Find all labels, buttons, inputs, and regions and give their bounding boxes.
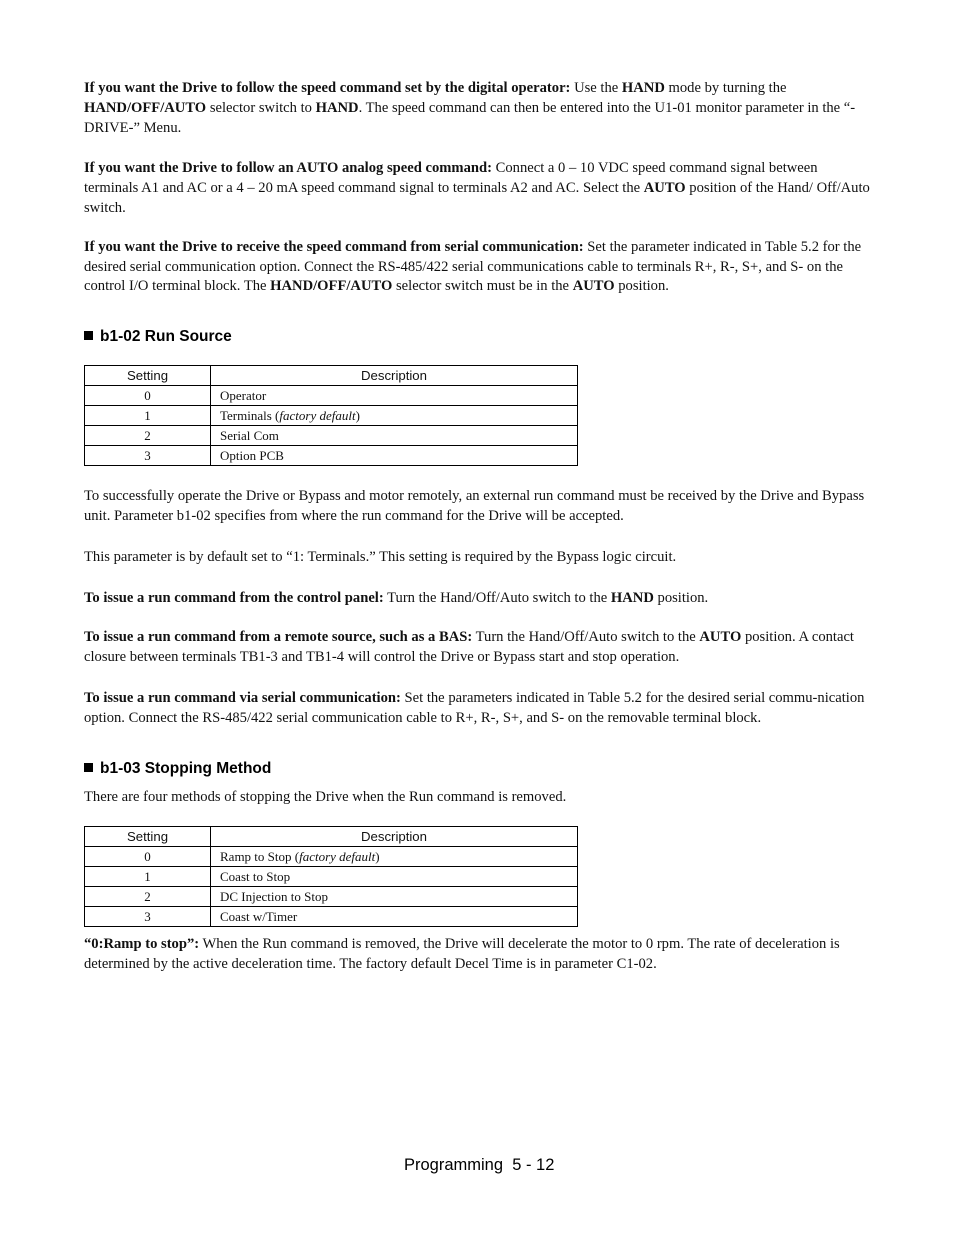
paragraph-remote-source: To issue a run command from a remote source, such as a BAS: Turn the Hand/Off/Auto switch to the AUTO position. A contact closure between terminals TB1-3 and TB1-4 will control the Drive or Bypass start and stop operation.: [84, 629, 854, 666]
paragraph-default-setting: This parameter is by default set to “1: Terminals.” This setting is required by the Bypass logic circuit.: [84, 548, 677, 565]
paragraph-digital-operator: If you want the Drive to follow the speed command set by the digital operator: Use the HAND mode by turning the HAND/OFF/AUTO selector switch to HAND. The speed command can then be entered into the U1-01 monitor parameter in the “-DRIVE-” Menu.: [84, 80, 856, 136]
paragraph-lead: “0:Ramp to stop”:: [84, 936, 200, 953]
bullet-square-icon: [84, 763, 93, 772]
paragraph-lead: To issue a run command from a remote source, such as a BAS:: [84, 629, 473, 646]
table-row: 3 Option PCB: [85, 446, 578, 466]
paragraph-auto-analog: If you want the Drive to follow an AUTO analog speed command: Connect a 0 – 10 VDC speed command signal between terminals A1 and AC or a 4 – 20 mA speed command signal to terminals A2 and AC. Select the AUTO position of the Hand/ Off/Auto switch.: [84, 160, 870, 216]
paragraph-lead: If you want the Drive to follow an AUTO analog speed command:: [84, 160, 492, 177]
paragraph-control-panel: To issue a run command from the control panel: Turn the Hand/Off/Auto switch to the HAND position.: [84, 589, 709, 606]
paragraph-lead: To issue a run command from the control panel:: [84, 589, 384, 606]
paragraph-ramp-to-stop: “0:Ramp to stop”: When the Run command is removed, the Drive will decelerate the motor to 0 rpm. The rate of deceleration is determined by the active deceleration time. The factory default Decel Time is in parameter C1-02.: [84, 936, 840, 973]
table-row: 3 Coast w/Timer: [85, 907, 578, 927]
paragraph-lead: To issue a run command via serial communication:: [84, 689, 401, 706]
table-header-row: [85, 366, 578, 386]
paragraph-serial-run-command: To issue a run command via serial communication: Set the parameters indicated in Table 5.2 for the desired serial commu-nication option. Connect the RS-485/422 serial communication cable to R+, R-, S+, and S- on the removable terminal block.: [84, 689, 865, 726]
table-row: 2 DC Injection to Stop: [85, 887, 578, 907]
table-row: 1 Coast to Stop: [85, 867, 578, 887]
run-source-table: [84, 365, 578, 466]
table-row: 0 Ramp to Stop (factory default): [85, 847, 578, 867]
column-header-description: Description: [211, 827, 578, 847]
page-footer: Programming 5 - 12: [404, 1156, 555, 1174]
table-header-row: [85, 827, 578, 847]
paragraph-lead: If you want the Drive to follow the speed command set by the digital operator:: [84, 80, 571, 96]
table-row: 1 Terminals (factory default): [85, 406, 578, 426]
bullet-square-icon: [84, 331, 93, 340]
paragraph-serial-communication: If you want the Drive to receive the speed command from serial communication: Set the parameter indicated in Table 5.2 for the desired serial communication option. Connect the RS-485/422 serial communications cable to terminals R+, R-, S+, and S- on the control I/O terminal block. The HAND/OFF/AUTO selector switch must be in the AUTO position.: [84, 238, 862, 295]
section-heading-run-source: b1-02 Run Source: [84, 327, 870, 347]
stopping-method-table: [84, 826, 578, 927]
paragraph-stopping-intro: There are four methods of stopping the Drive when the Run command is removed.: [84, 788, 567, 805]
column-header-setting: Setting: [85, 366, 211, 386]
column-header-setting: Setting: [85, 827, 211, 847]
table-row: 2 Serial Com: [85, 426, 578, 446]
paragraph-lead: If you want the Drive to receive the speed command from serial communication:: [84, 238, 584, 255]
table-row: 0 Operator: [85, 386, 578, 406]
paragraph-remote-operation: To successfully operate the Drive or Bypass and motor remotely, an external run command must be received by the Drive and Bypass unit. Parameter b1-02 specifies from where the run command for the Drive will be accepted.: [84, 488, 865, 524]
column-header-description: Description: [211, 366, 578, 386]
section-heading-stopping-method: b1-03 Stopping Method: [84, 759, 870, 779]
document-body: [84, 79, 870, 975]
